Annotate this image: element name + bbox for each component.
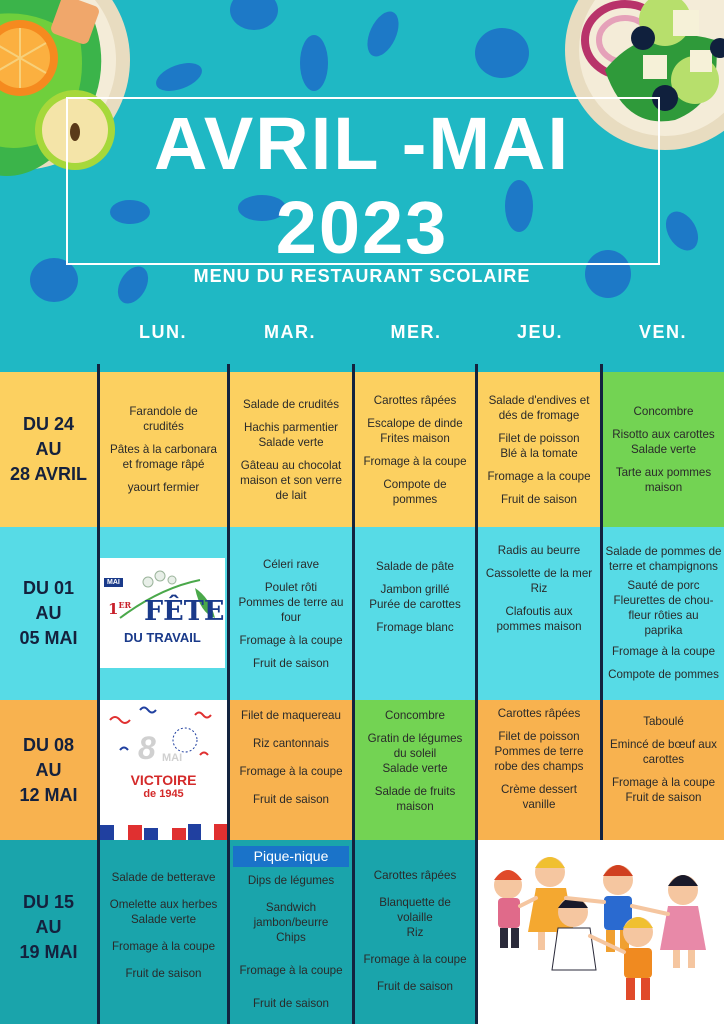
menu-item: Taboulé — [643, 715, 684, 728]
menu-item: Crème dessert vanille — [500, 783, 578, 811]
menu-item: Filet de poisson Blé à la tomate — [498, 431, 580, 460]
decor-dot — [475, 28, 529, 78]
menu-cell-w1-fri — [603, 372, 724, 527]
day-header-wednesday: MER. — [390, 322, 442, 342]
week-label-line: 28 AVRIL — [9, 464, 88, 484]
week-label-line: AU — [35, 603, 62, 623]
menu-cell-w3-tue — [230, 700, 352, 840]
menu-item: Filet de maquereau — [241, 709, 341, 722]
page-subtitle: MENU DU RESTAURANT SCOLAIRE — [193, 266, 531, 286]
menu-item: Riz cantonnais — [252, 737, 330, 750]
menu-item: Carottes râpées — [373, 393, 457, 407]
menu-item: Hachis parmentier Salade verte — [243, 420, 339, 449]
menu-item: Sandwich jambon/beurre Chips — [253, 901, 329, 944]
menu-item: Fromage à la coupe Fruit de saison — [611, 776, 716, 804]
grid-line — [600, 364, 603, 840]
week-label-line: DU 24 — [22, 414, 75, 434]
menu-item: Fruit de saison — [500, 492, 578, 506]
page-title-year: 2023 — [275, 186, 449, 269]
victoire-1945-image — [100, 700, 227, 840]
menu-item: Blanquette de volaille Riz — [379, 896, 451, 939]
menu-cell-w2-thu — [478, 527, 600, 700]
menu-item: Dips de légumes — [247, 874, 335, 887]
menu-item: Compote de pommes — [383, 477, 447, 506]
menu-item: Gâteau au chocolat maison et son verre de lait — [240, 458, 342, 502]
fete-subtitle: DU TRAVAIL — [124, 630, 201, 645]
menu-item: Tarte aux pommes maison — [615, 466, 712, 494]
week-label-line: DU 01 — [22, 578, 75, 598]
menu-item: Fruit de saison — [125, 967, 202, 980]
menu-cell-w1-mon — [100, 372, 227, 527]
menu-item: Céleri rave — [262, 557, 320, 571]
menu-item: Fromage à la coupe — [363, 454, 467, 468]
menu-item: Risotto aux carottes Salade verte — [612, 428, 715, 456]
week-label-1 — [0, 372, 97, 527]
day-header-monday: LUN. — [139, 322, 187, 342]
week-label-line: 05 MAI — [19, 628, 78, 648]
fete-sup: ER — [118, 600, 132, 610]
menu-cell-w1-thu — [478, 372, 600, 527]
week-label-4 — [0, 840, 97, 1024]
menu-cell-w2-fri — [603, 527, 724, 700]
menu-item: Farandole de crudités — [129, 405, 198, 433]
victoire-year: de 1945 — [143, 788, 184, 800]
menu-item: Compote de pommes — [608, 667, 719, 681]
week-label-2 — [0, 527, 97, 700]
menu-item: Salade de betterave — [111, 871, 216, 884]
fete-number: 1 — [108, 600, 119, 618]
menu-cell-w4-tue — [230, 844, 352, 1024]
menu-item: yaourt fermier — [127, 481, 200, 494]
menu-cell-w2-wed — [355, 527, 475, 700]
menu-cell-w2-tue — [230, 527, 352, 700]
menu-item: Fruit de saison — [252, 793, 330, 806]
menu-item: Jambon grillé Purée de carottes — [369, 583, 461, 611]
menu-item: Salade de pommes de terre et champignons — [605, 544, 722, 573]
menu-item: Fromage à la coupe — [111, 940, 216, 953]
menu-item: Fromage a la coupe — [487, 469, 591, 483]
menu-item: Concombre — [633, 405, 694, 418]
fete-date — [108, 600, 131, 618]
menu-item: Pâtes à la carbonara et fromage râpé — [110, 443, 217, 471]
menu-item: Salade de pâte — [375, 560, 454, 573]
menu-item: Sauté de porc Fleurettes de chou- fleur rôties au paprika — [613, 578, 714, 637]
decor-dot — [230, 0, 278, 30]
day-header-tuesday: MAR. — [264, 322, 316, 342]
menu-item: Radis au beurre — [497, 544, 581, 557]
week-label-line: DU 15 — [22, 891, 75, 912]
fete-word: FÊTE — [144, 596, 225, 627]
menu-item: Fromage à la coupe — [239, 633, 343, 647]
header — [0, 0, 724, 372]
week-label-line: 12 MAI — [19, 784, 78, 805]
decor-dot — [152, 58, 205, 97]
grid-line — [475, 364, 478, 1024]
week-label-line: AU — [35, 439, 62, 459]
menu-item: Carottes râpées — [373, 869, 457, 882]
week-label-3 — [0, 700, 97, 840]
menu-item: Fromage à la coupe — [239, 765, 343, 778]
picnic-badge: Pique-nique — [233, 846, 349, 867]
day-header-friday: VEN. — [638, 322, 687, 342]
grid-line — [97, 364, 100, 1024]
menu-item: Fromage à la coupe — [611, 644, 716, 658]
victoire-month: MAI — [162, 752, 183, 764]
menu-item: Fromage à la coupe — [239, 964, 343, 977]
victoire-number: 8 — [138, 730, 156, 766]
week-label-line: AU — [35, 916, 62, 937]
week-label-line: DU 08 — [22, 734, 75, 755]
day-header-thursday: JEU. — [516, 322, 564, 342]
decor-dot — [300, 35, 328, 91]
menu-item: Poulet rôti Pommes de terre au four — [238, 580, 344, 624]
menu-cell-w3-wed — [355, 700, 475, 840]
menu-item: Fruit de saison — [252, 997, 330, 1010]
children-dancing-illustration — [478, 840, 724, 1024]
fete-small-label: MAI — [104, 578, 123, 587]
menu-item: Salade de fruits maison — [374, 785, 456, 813]
menu-item: Fromage blanc — [376, 621, 454, 634]
victoire-word: VICTOIRE — [130, 772, 197, 788]
menu-cell-w4-mon — [100, 840, 227, 1024]
menu-item: Fruit de saison — [252, 656, 330, 670]
week-label-line: 19 MAI — [19, 941, 78, 962]
page-title: AVRIL -MAI — [153, 102, 570, 185]
grid-line — [352, 364, 355, 1024]
decor-dot — [361, 7, 405, 61]
menu-cell-w3-thu — [478, 700, 600, 840]
menu-item: Fromage à la coupe — [363, 953, 467, 966]
menu-cell-w1-tue — [230, 372, 352, 527]
menu-item: Carottes râpées — [497, 707, 581, 720]
children-icon — [478, 840, 724, 1024]
menu-item: Gratin de légumes du soleil Salade verte — [367, 732, 463, 775]
menu-item: Clafoutis aux pommes maison — [496, 605, 582, 633]
menu-item: Omelette aux herbes Salade verte — [109, 898, 218, 926]
grid-line — [227, 364, 230, 1024]
menu-item: Salade d'endives et dés de fromage — [488, 393, 590, 422]
menu-cell-w3-fri — [603, 700, 724, 840]
menu-cell-w4-wed — [355, 840, 475, 1024]
menu-item: Escalope de dinde Frites maison — [367, 416, 463, 445]
fete-du-travail-image — [100, 558, 225, 668]
menu-cell-w1-wed — [355, 372, 475, 527]
menu-item: Fruit de saison — [376, 980, 454, 993]
confetti-flag-decoration — [100, 700, 227, 840]
menu-item: Cassolette de la mer Riz — [485, 567, 593, 595]
menu-item: Salade de crudités — [242, 397, 340, 411]
menu-item: Emincé de bœuf aux carottes — [610, 738, 717, 766]
menu-item: Filet de poisson Pommes de terre robe des champs — [494, 730, 584, 773]
week-label-line: AU — [35, 759, 62, 780]
menu-item: Concombre — [385, 709, 445, 722]
